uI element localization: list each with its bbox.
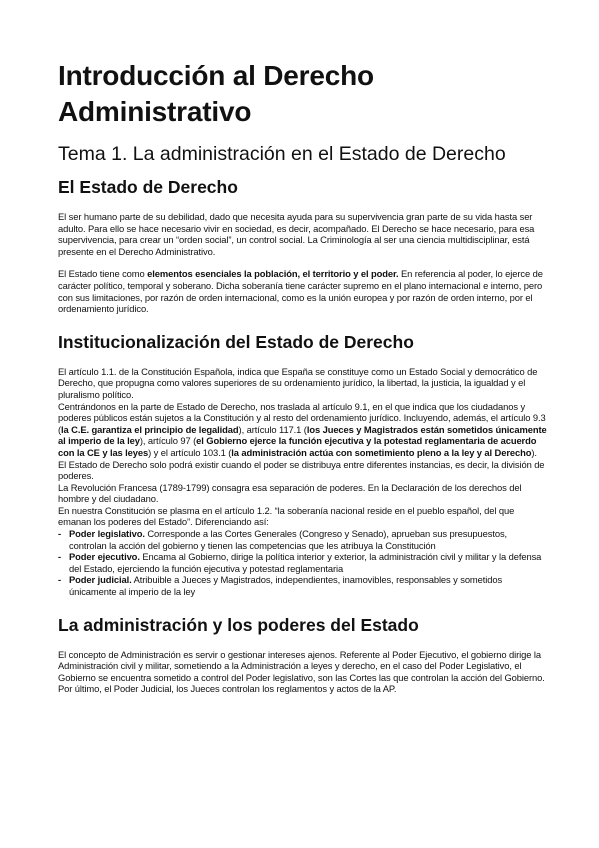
text-run: ) y el artículo 103.1 (: [148, 446, 232, 458]
document-subtitle: Tema 1. La administración en el Estado de Derecho: [58, 143, 506, 165]
bold-text: Poder ejecutivo.: [69, 551, 140, 563]
bold-text: los Jueces y Magistrados están sometidos únicamente al imperio de la ley: [58, 423, 547, 447]
text-run: Encama al Gobierno, dirige la política interior y exterior, la administración civil y militar y la defensa del Estado, ejerciendo la función ejecutiva y potestad reglamentaria: [69, 551, 542, 574]
paragraph: En nuestra Constitución se plasma en el artículo 1.2. “la soberanía nacional reside en el pueblo español, del que emanan los poderes del Estado”. Diferenciando así:: [58, 504, 515, 528]
paragraph: La Revolución Francesa (1789-1799) consagra esa separación de poderes. En la Declaración de los derechos del hombre y del ciudadano.: [58, 481, 522, 505]
bold-text: la C.E. garantiza el principio de legalidad: [61, 423, 239, 435]
list-item: [58, 574, 547, 597]
text-run: Atribuible a Jueces y Magistrados, independientes, inamovibles, responsables y sometidos únicamente al imperio de la ley: [69, 574, 503, 598]
bold-text: elementos esenciales la población, el territorio y el poder.: [147, 268, 399, 280]
bold-text: la administración actúa con sometimiento pleno a la ley y al Derecho: [231, 446, 532, 458]
list-item: [58, 528, 547, 551]
paragraph: El artículo 1.1. de la Constitución Española, indica que España se constituye como un Estado Social y democrático de Derecho, que propugna como valores superiores de su ordenamiento jurídico, la libertad, la justicia, la igualdad y el pluralismo político.: [58, 365, 538, 400]
paragraph: El ser humano parte de su debilidad, dado que necesita ayuda para su supervivencia gran parte de su vida hasta ser adulto. Para ello se hace necesario vivir en sociedad, es decir, acompañado. El Derecho se hace necesario, para esa supervivencia, para crear un “orden social”, un control social. La Criminología al ser una ciencia multidisciplinar, está presente en el Derecho Administrativo.: [58, 211, 535, 257]
text-run: ), artículo 117.1 (: [238, 423, 307, 435]
bullet-dash: -: [58, 574, 62, 586]
section-heading-estado-derecho: El Estado de Derecho: [58, 177, 238, 197]
paragraph: [58, 268, 547, 314]
powers-list: [58, 528, 547, 598]
text-run: El Estado tiene como: [58, 268, 148, 280]
bold-text: el Gobierno ejerce la función ejecutiva y la potestad reglamentaria de acuerdo con la CE y las leyes: [58, 435, 537, 458]
paragraph: [58, 401, 547, 459]
text-run: En referencia al poder, lo ejerce de carácter político, temporal y soberano. Dicha soberanía tiene carácter supremo en el plano internacional e interno, pero con sus limitaciones, por razón de orden internacional, como es la unión europea y por razón de orden interno, por el ordenamiento jurídico.: [58, 268, 543, 315]
text-run: Corresponde a las Cortes Generales (Congreso y Senado), aprueban sus presupuestos, controlan la acción del gobierno y tienen las competencias que les atribuya la Constitución: [69, 528, 508, 551]
paragraph: El concepto de Administración es servir o gestionar intereses ajenos. Referente al Poder Ejecutivo, el gobierno dirige la Administración civil y militar, sometiendo a la Administración a leyes y derecho, en el caso del Poder Legislativo, el Gobierno se encuentra sometido a control del Poder legislativo, son las Cortes las que controlan la acción del Gobierno. Por último, el Poder Judicial, los Jueces controlan los reglamentos y actos de la AP.: [58, 648, 545, 695]
bold-text: Poder judicial.: [69, 574, 132, 586]
text-run: ), artículo 97 (: [139, 435, 197, 447]
list-item: [58, 551, 547, 574]
paragraph: El Estado de Derecho solo podrá existir cuando el poder se distribuya entre diferentes instancias, es decir, la división de poderes.: [58, 458, 545, 482]
bullet-dash: -: [58, 551, 62, 563]
bold-text: Poder legislativo.: [69, 528, 145, 540]
document-title: Introducción al Derecho Administrativo: [58, 60, 374, 127]
bullet-dash: -: [58, 528, 62, 540]
text-run: Centrándonos en la parte de Estado de Derecho, nos traslada al artículo 9.1, en el que indica que los ciudadanos y poderes públicos están sujetos a la Constitución y al resto del ordenamiento jurídico. Incluyendo, además, el artículo 9.3 (: [58, 400, 546, 435]
section-heading-administracion-poderes: La administración y los poderes del Estado: [58, 614, 419, 635]
text-run: ).: [531, 446, 537, 458]
section-heading-institucionalizacion: Institucionalización del Estado de Derecho: [58, 331, 414, 352]
